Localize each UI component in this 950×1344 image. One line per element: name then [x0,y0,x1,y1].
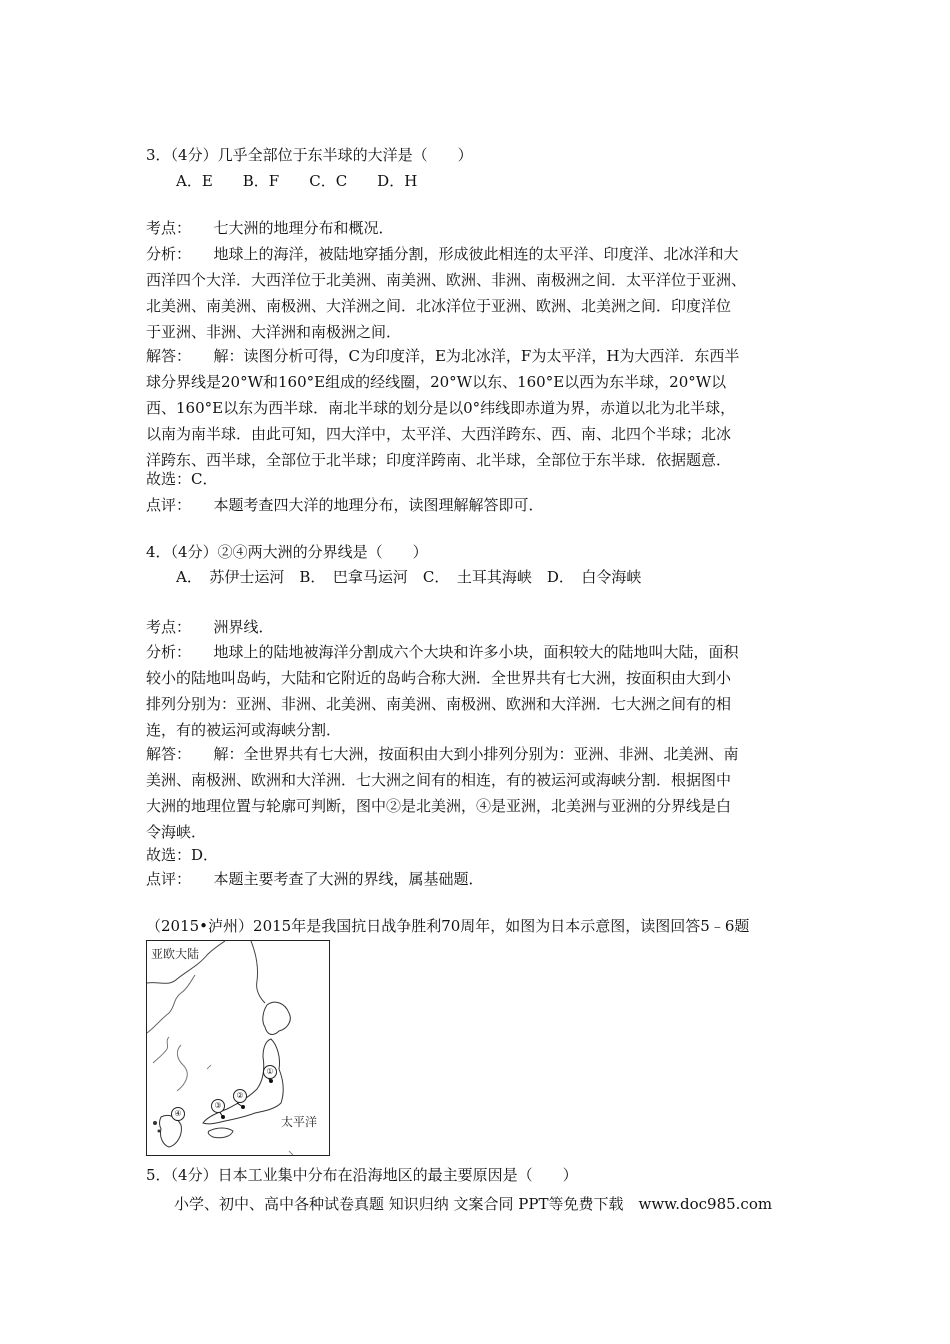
q3-kaodian: 考点： 七大洲的地理分布和概况． [146,219,394,237]
q4-fenxi-line: 排列分别为：亚洲、非洲、北美洲、南美洲、南极洲、欧洲和大洋洲．七大洲之间有的相 [146,695,732,713]
q4-stem: 4．（4分）②④两大洲的分界线是（ ） [146,543,428,561]
q4-jieda-line: 令海峡． [146,823,207,841]
q4-options: A． 苏伊士运河 B． 巴拿马运河 C． 土耳其海峡 D． 白令海峡 [176,568,642,586]
q3-options: A．E B．F C．C D．H [176,172,418,190]
q3-fenxi-line: 于亚洲、非洲、大洋洲和南极洲之间． [146,323,402,341]
q3-answer: 故选：C． [146,470,218,488]
label-pacific: 太平洋 [281,1115,318,1129]
q3-fenxi-line: 北美洲、南美洲、南极洲、大洋洲之间．北冰洋位于亚洲、欧洲、北美洲之间．印度洋位 [146,297,732,315]
q5-stem: 5．（4分）日本工业集中分布在沿海地区的最主要原因是（ ） [146,1166,578,1184]
q3-fenxi-line: 西洋四个大洋．大西洋位于北美洲、南美洲、欧洲、非洲、南极洲之间．太平洋位于亚洲、 [146,271,747,289]
label-eurasia: 亚欧大陆 [151,947,200,961]
marker-2: ② [233,1089,247,1103]
q4-kaodian: 考点： 洲界线． [146,618,274,636]
q3-fenxi-line: 分析： 地球上的海洋，被陆地穿插分割，形成彼此相连的太平洋、印度洋、北冰洋和大 [146,245,739,263]
marker-1: ① [263,1065,277,1079]
q4-answer: 故选：D． [146,846,219,864]
q3-jieda-line: 洋跨东、西半球，全部位于北半球；印度洋跨南、北半球，全部位于东半球．依据题意． [146,451,732,469]
q4-jieda-line: 大洲的地理位置与轮廓可判断，图中②是北美洲，④是亚洲，北美洲与亚洲的分界线是白 [146,797,732,815]
q4-dianping: 点评： 本题主要考查了大洲的界线，属基础题． [146,870,484,888]
q4-fenxi-line: 连，有的被运河或海峡分割． [146,721,342,739]
q3-jieda-line: 西、160°E以东为西半球．南北半球的划分是以0°纬线即赤道为界，赤道以北为北半球， [146,399,736,417]
q4-fenxi-line: 较小的陆地叫岛屿，大陆和它附近的岛屿合称大洲．全世界共有七大洲，按面积由大到小 [146,669,732,687]
q4-fenxi-line: 分析： 地球上的陆地被海洋分割成六个大块和许多小块，面积较大的陆地叫大陆，面积 [146,643,739,661]
q3-dianping: 点评： 本题考查四大洋的地理分布，读图理解解答即可． [146,496,544,514]
q3-jieda-line: 以南为南半球．由此可知，四大洋中，太平洋、大西洋跨东、西、南、北四个半球；北冰 [146,425,732,443]
q4-jieda-line: 解答： 解：全世界共有七大洲，按面积由大到小排列分别为：亚洲、非洲、北美洲、南 [146,745,739,763]
q3-jieda-line: 解答： 解：读图分析可得，C为印度洋，E为北冰洋，F为太平洋，H为大西洋．东西半 [146,347,740,365]
marker-4: ④ [171,1107,185,1121]
marker-3: ③ [211,1099,225,1113]
q5-6-intro: （2015•泸州）2015年是我国抗日战争胜利70周年，如图为日本示意图，读图回答5﹣6题 [146,917,750,935]
japan-map [146,940,330,1156]
q4-jieda-line: 美洲、南极洲、欧洲和大洋洲．七大洲之间有的相连，有的被运河或海峡分割．根据图中 [146,771,732,789]
q3-jieda-line: 球分界线是20°W和160°E组成的经线圈，20°W以东、160°E以西为东半球，20°W以 [146,373,727,391]
footer-watermark: 小学、初中、高中各种试卷真题 知识归纳 文案合同 PPT等免费下载 www.doc985.com [174,1195,773,1213]
q3-stem: 3．（4分）几乎全部位于东半球的大洋是（ ） [146,146,473,164]
